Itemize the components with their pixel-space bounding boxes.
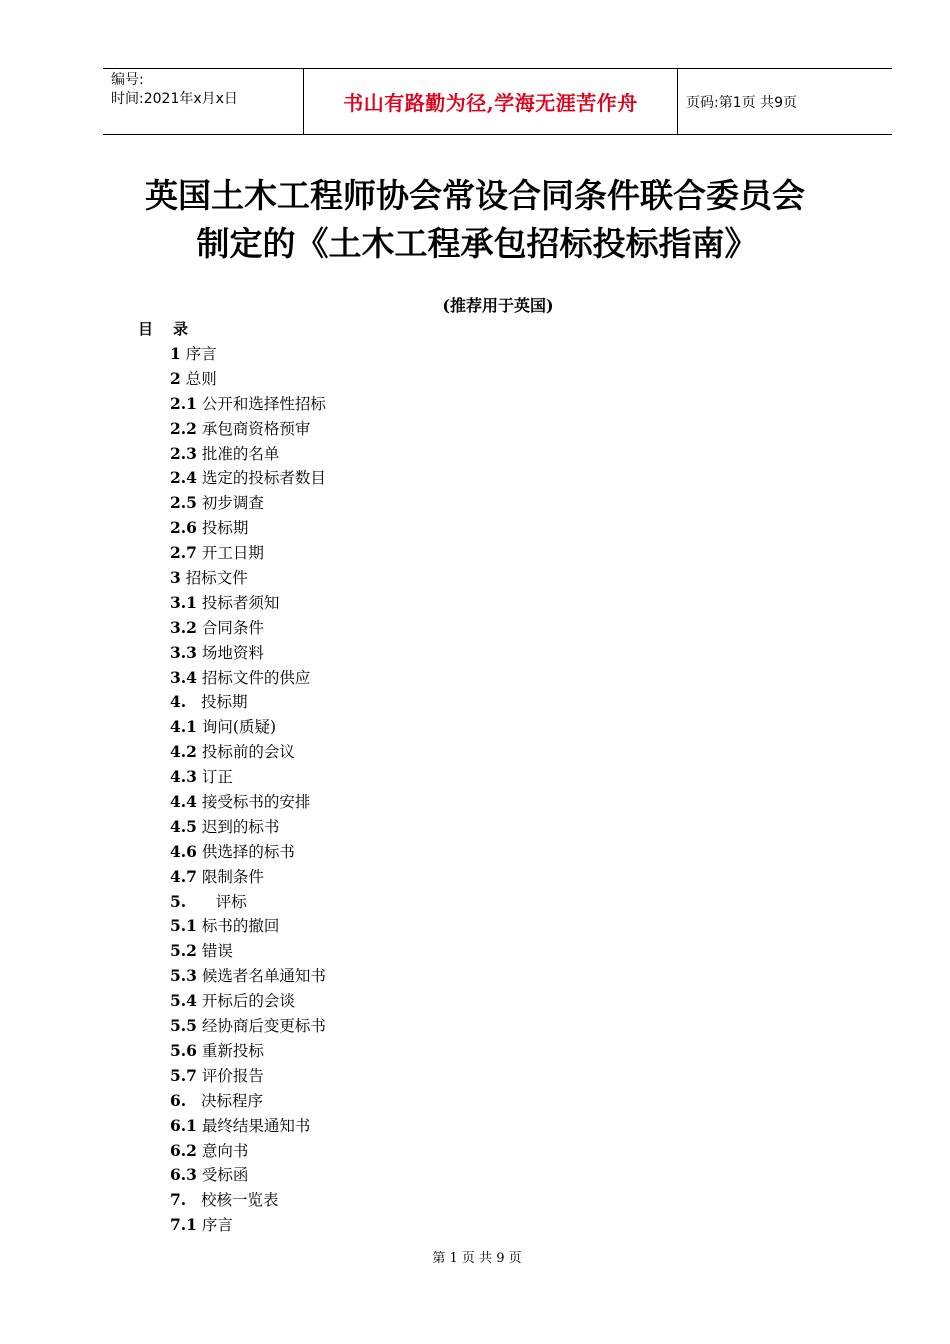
toc-entry xyxy=(170,865,326,890)
toc-entry xyxy=(170,914,326,939)
toc-entry-text: 最终结果通知书 xyxy=(196,1116,311,1135)
toc-entry-number: 2.7 xyxy=(170,543,197,563)
toc-entry-text: 招标文件的供应 xyxy=(196,668,311,687)
toc-entry-number: 3 xyxy=(170,568,181,588)
toc-entry xyxy=(170,1114,326,1139)
toc-entry-text: 选定的投标者数目 xyxy=(196,469,326,488)
toc-entry-number: 6.2 xyxy=(170,1140,197,1160)
toc-entry xyxy=(170,466,326,491)
toc-entry-text: 校核一览表 xyxy=(186,1191,279,1210)
toc-entry-text: 评标 xyxy=(186,892,247,911)
toc-entry-text: 询问(质疑) xyxy=(196,718,276,737)
toc-entry-text: 承包商资格预审 xyxy=(196,419,311,438)
toc-entry-number: 5.7 xyxy=(170,1065,197,1085)
toc-entry-number: 5.4 xyxy=(170,991,197,1011)
toc-entry-text: 意向书 xyxy=(196,1141,249,1160)
toc-entry-text: 投标者须知 xyxy=(196,593,280,612)
toc-entry xyxy=(170,815,326,840)
toc-entry-text: 合同条件 xyxy=(196,618,264,637)
toc-entry-text: 批准的名单 xyxy=(196,444,280,463)
toc-entry xyxy=(170,1163,326,1188)
toc-entry xyxy=(170,1213,326,1238)
toc-entry-text: 投标期 xyxy=(196,519,249,538)
toc-entry-number: 2.4 xyxy=(170,468,197,488)
toc-entry-number: 4.1 xyxy=(170,717,197,737)
toc-entry-text: 评价报告 xyxy=(196,1066,264,1085)
toc-heading-text: 目录 xyxy=(138,320,209,338)
toc-entry-text: 初步调查 xyxy=(196,494,264,513)
toc-entry-number: 4.5 xyxy=(170,816,197,836)
toc-entry-number: 5. xyxy=(170,891,187,911)
table-of-contents xyxy=(170,342,326,1238)
toc-entry-number: 2.5 xyxy=(170,493,197,513)
toc-entry xyxy=(170,491,326,516)
toc-entry-text: 迟到的标书 xyxy=(196,817,280,836)
toc-entry xyxy=(170,765,326,790)
toc-entry-number: 2.6 xyxy=(170,518,197,538)
title-line-1: 英国土木工程师协会常设合同条件联合委员会 xyxy=(145,176,805,215)
header-page-info xyxy=(678,69,892,134)
title-line-2: 制定的《土木工程承包招标投标指南》 xyxy=(196,224,758,263)
toc-entry xyxy=(170,989,326,1014)
toc-entry-text: 经协商后变更标书 xyxy=(196,1017,326,1036)
toc-entry xyxy=(170,790,326,815)
toc-entry-number: 2 xyxy=(170,368,181,388)
toc-heading xyxy=(138,318,208,339)
toc-entry-number: 7.1 xyxy=(170,1215,197,1235)
toc-entry-number: 5.6 xyxy=(170,1040,197,1060)
toc-entry-text: 决标程序 xyxy=(186,1091,263,1110)
page-footer: 第 1 页 共 9 页 xyxy=(432,1251,522,1266)
toc-entry xyxy=(170,715,326,740)
toc-entry xyxy=(170,1014,326,1039)
toc-entry-number: 2.1 xyxy=(170,393,197,413)
toc-entry-text: 标书的撤回 xyxy=(196,917,280,936)
document-title xyxy=(0,172,950,268)
toc-entry-number: 4.6 xyxy=(170,841,197,861)
toc-entry-text: 订正 xyxy=(196,768,233,787)
page-number-label: 页码:第1页 共9页 xyxy=(686,94,797,111)
toc-entry-number: 2.3 xyxy=(170,443,197,463)
toc-entry-number: 5.1 xyxy=(170,916,197,936)
toc-entry-text: 供选择的标书 xyxy=(196,842,295,861)
toc-entry-number: 5.5 xyxy=(170,1016,197,1036)
toc-entry-number: 7. xyxy=(170,1190,187,1210)
toc-entry xyxy=(170,591,326,616)
toc-entry xyxy=(170,1139,326,1164)
toc-entry-number: 5.2 xyxy=(170,941,197,961)
toc-entry-number: 1 xyxy=(170,344,181,363)
toc-entry-number: 4.4 xyxy=(170,792,197,812)
toc-entry xyxy=(170,616,326,641)
toc-entry-number: 4.2 xyxy=(170,742,197,762)
page-header xyxy=(103,68,892,135)
toc-entry-text: 重新投标 xyxy=(196,1041,264,1060)
toc-entry xyxy=(170,690,326,715)
toc-entry-number: 4. xyxy=(170,692,187,712)
toc-entry-number: 5.3 xyxy=(170,966,197,986)
toc-entry xyxy=(170,840,326,865)
toc-entry xyxy=(170,964,326,989)
toc-entry xyxy=(170,740,326,765)
toc-entry-text: 序言 xyxy=(196,1216,233,1235)
toc-entry xyxy=(170,890,326,915)
toc-entry-number: 3.2 xyxy=(170,617,197,637)
toc-entry xyxy=(170,566,326,591)
document-time-label: 时间:2021年x月x日 xyxy=(111,91,238,107)
toc-entry-number: 3.1 xyxy=(170,592,197,612)
toc-entry-text: 接受标书的安排 xyxy=(196,793,311,812)
toc-entry-number: 4.3 xyxy=(170,767,197,787)
toc-entry-text: 开工日期 xyxy=(196,544,264,563)
toc-entry xyxy=(170,1064,326,1089)
header-meta xyxy=(103,69,304,134)
toc-entry-number: 2.2 xyxy=(170,418,197,438)
toc-entry-text: 投标前的会议 xyxy=(196,743,295,762)
toc-entry-text: 候选者名单通知书 xyxy=(196,967,326,986)
toc-entry-text: 受标函 xyxy=(196,1166,249,1185)
toc-entry-text: 限制条件 xyxy=(196,867,264,886)
toc-entry xyxy=(170,666,326,691)
toc-entry xyxy=(170,1039,326,1064)
toc-entry-text: 开标后的会谈 xyxy=(196,992,295,1011)
toc-entry xyxy=(170,367,326,392)
toc-entry xyxy=(170,1089,326,1114)
toc-entry-number: 6.3 xyxy=(170,1165,197,1185)
toc-entry-text: 总则 xyxy=(180,369,217,388)
toc-entry-number: 3.3 xyxy=(170,642,197,662)
toc-entry-text: 错误 xyxy=(196,942,233,961)
toc-entry-number: 3.4 xyxy=(170,667,197,687)
document-number-label: 编号: xyxy=(111,72,144,88)
toc-entry xyxy=(170,417,326,442)
toc-entry-text: 公开和选择性招标 xyxy=(196,394,326,413)
toc-entry-text: 序言 xyxy=(180,345,217,363)
toc-entry xyxy=(170,392,326,417)
header-motto: 书山有路勤为径,学海无涯苦作舟 xyxy=(343,91,638,115)
header-motto-cell xyxy=(304,69,678,134)
toc-entry xyxy=(170,342,326,367)
toc-entry-number: 6. xyxy=(170,1090,187,1110)
toc-entry xyxy=(170,1188,326,1213)
toc-entry-number: 4.7 xyxy=(170,866,197,886)
toc-entry xyxy=(170,442,326,467)
document-subtitle: (推荐用于英国) xyxy=(442,296,554,315)
toc-entry xyxy=(170,939,326,964)
toc-entry-text: 招标文件 xyxy=(180,569,248,588)
toc-entry xyxy=(170,541,326,566)
toc-entry-text: 投标期 xyxy=(186,693,248,712)
toc-entry xyxy=(170,641,326,666)
toc-entry xyxy=(170,516,326,541)
toc-entry-text: 场地资料 xyxy=(196,643,264,662)
toc-entry-number: 6.1 xyxy=(170,1115,197,1135)
